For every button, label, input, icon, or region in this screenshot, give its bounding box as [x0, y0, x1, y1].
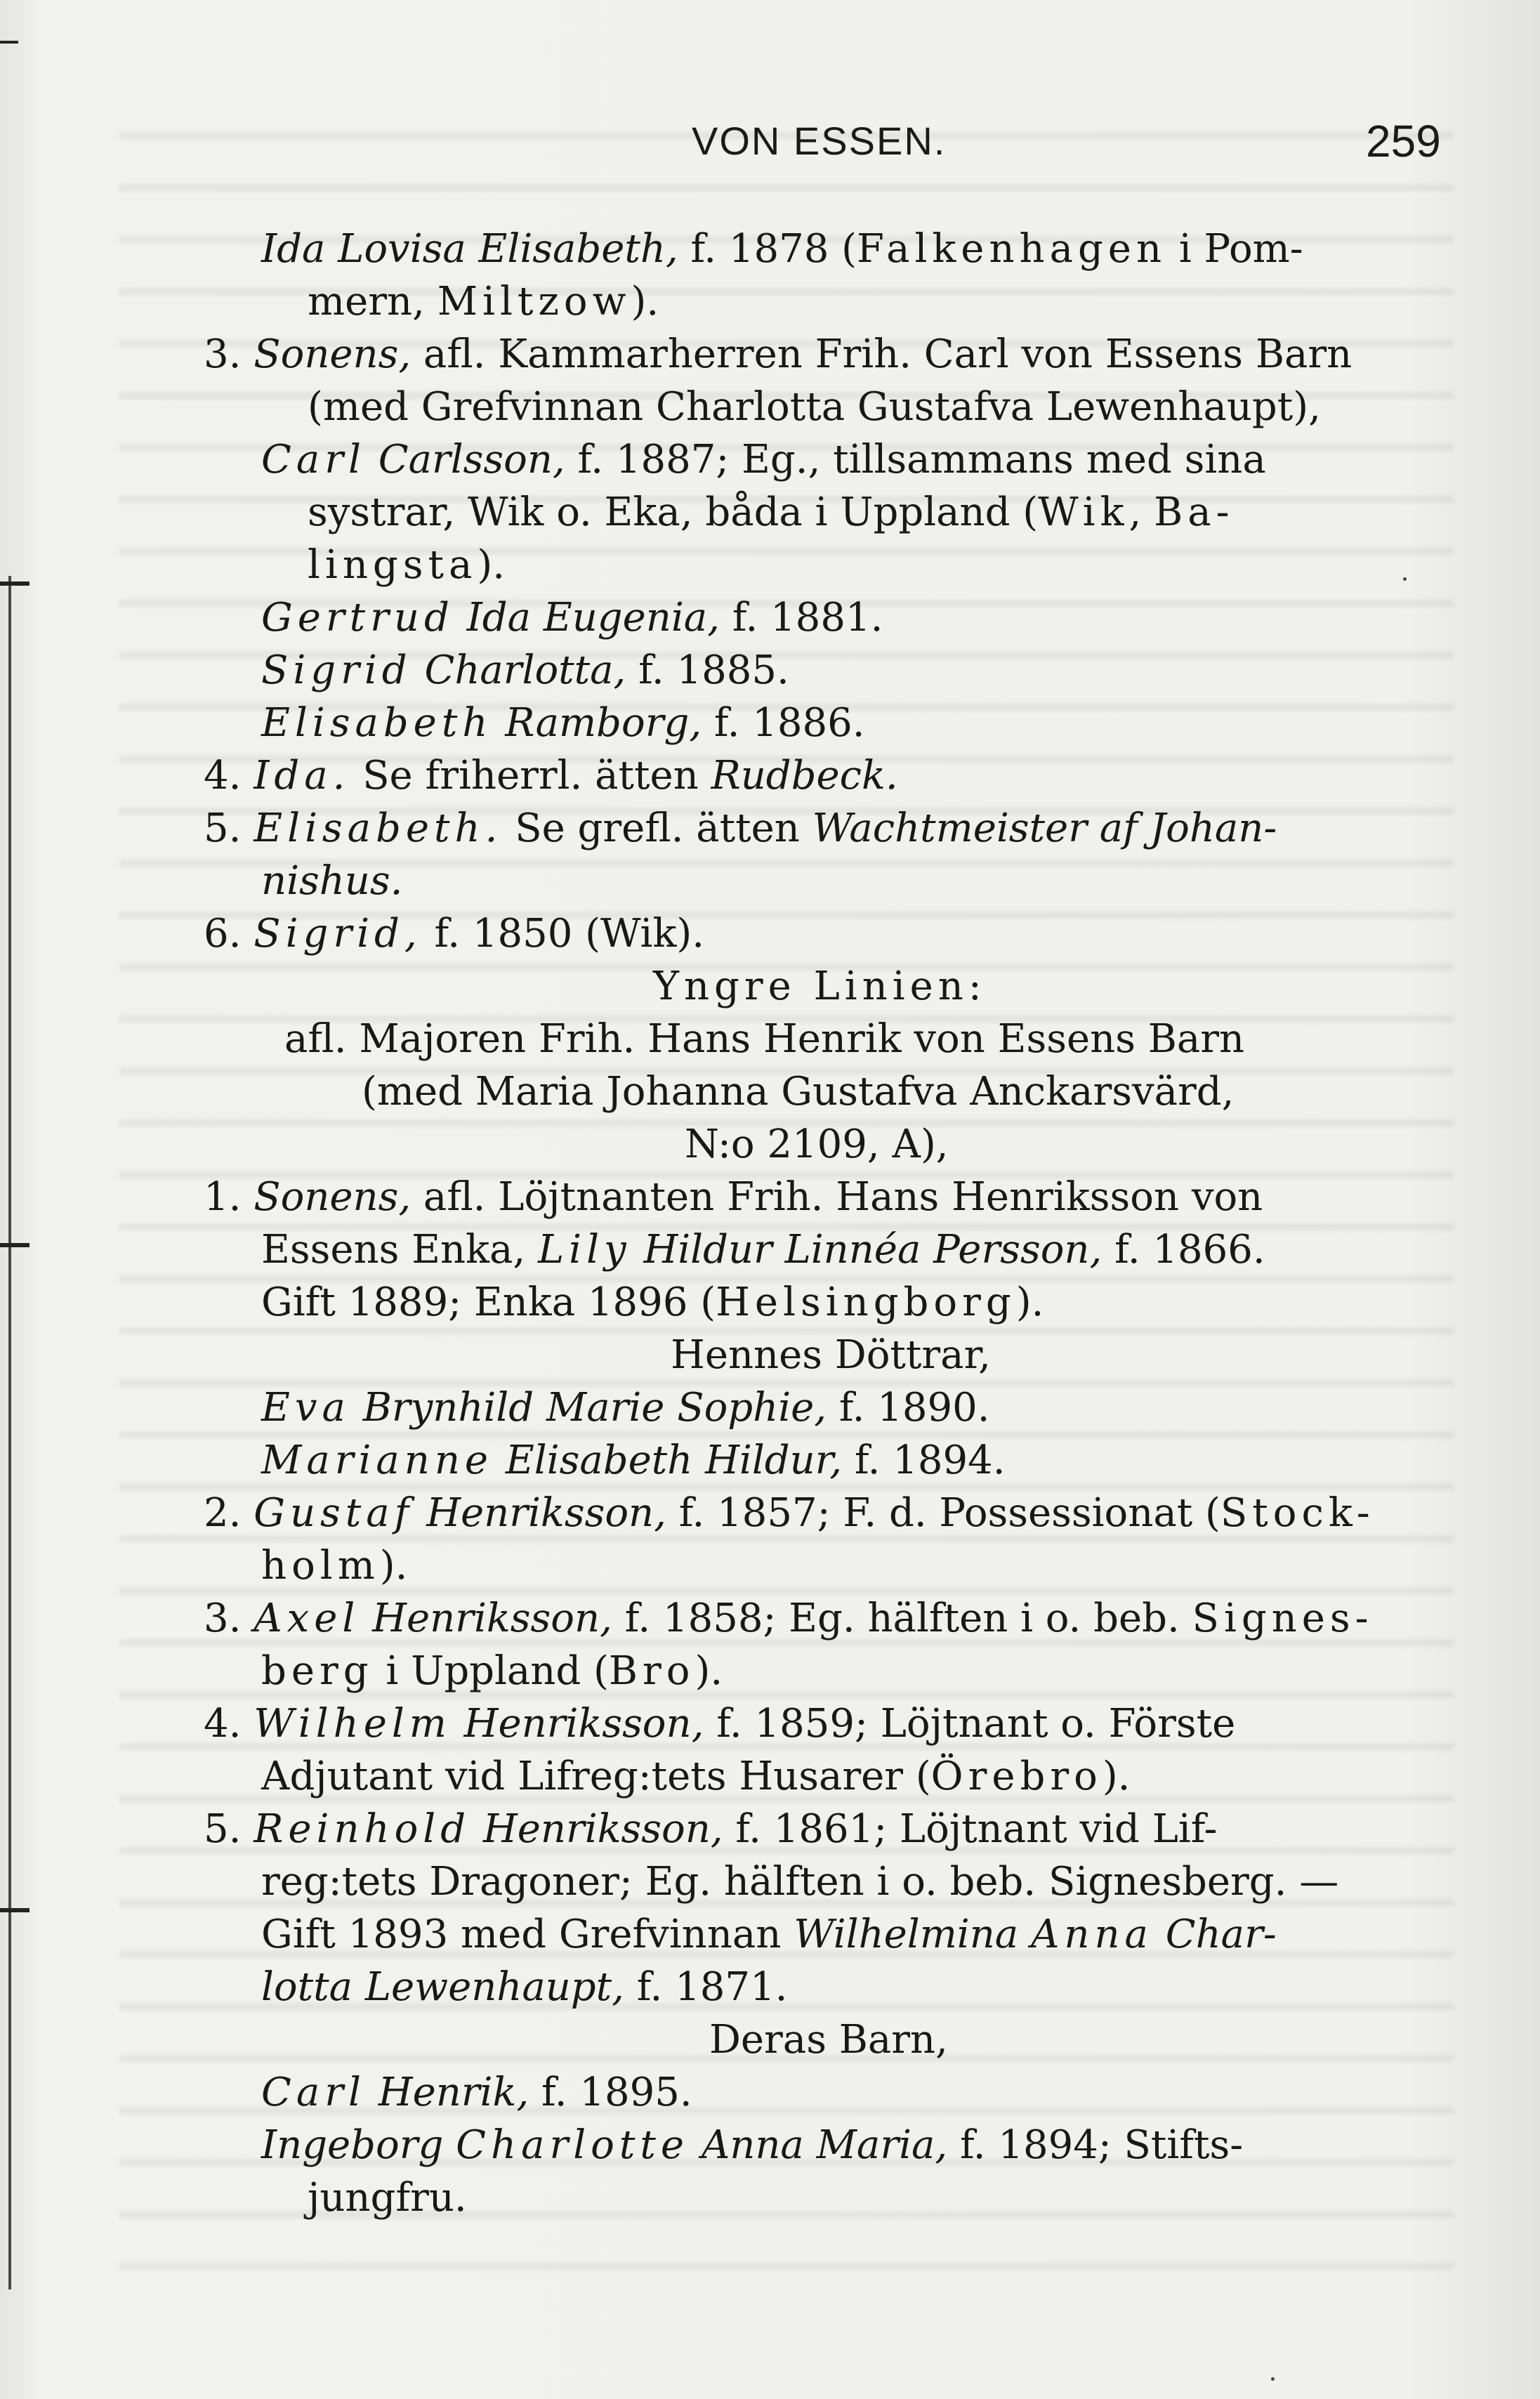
text-run: ).	[477, 542, 506, 588]
text-run: Ida.	[254, 753, 350, 798]
text-run: Anna	[1030, 1912, 1153, 1957]
text-run: Lily	[537, 1227, 631, 1273]
text-run: Elisabeth.	[254, 806, 503, 851]
text-run	[414, 1490, 426, 1536]
text-line	[709, 2017, 948, 2063]
text-line	[204, 1490, 1375, 1537]
text-run: (med Maria Johanna Gustafva Anckarsvärd,	[362, 1069, 1235, 1115]
text-run: Ba-	[1154, 489, 1235, 535]
text-run: 4.	[204, 1701, 254, 1747]
text-run: Char-	[1165, 1912, 1277, 1957]
text-run: i Uppland (	[373, 1648, 609, 1694]
text-run: berg	[261, 1648, 374, 1694]
text-run: ).	[1102, 1754, 1131, 1799]
text-line	[308, 384, 1321, 430]
section-heading	[653, 964, 987, 1010]
text-line	[261, 700, 865, 747]
text-line	[261, 226, 1303, 272]
text-run: f. 1881.	[719, 595, 883, 640]
text-run	[689, 2122, 702, 2168]
text-run: f. 1861; Löjtnant vid Lif-	[723, 1806, 1218, 1852]
text-run: f. 1871.	[624, 1964, 788, 2010]
text-run: Se grefl. ätten	[502, 806, 812, 851]
text-run: ).	[695, 1648, 723, 1694]
text-run: 5.	[204, 1806, 254, 1852]
text-run: mern,	[308, 279, 437, 324]
text-run: Gustaf	[254, 1490, 414, 1536]
text-run: Sonens,	[254, 1174, 412, 1220]
text-run: Wachtmeister af Johan-	[812, 806, 1277, 851]
text-run: f. 1858; Eg. hälften i o. beb.	[612, 1596, 1192, 1641]
text-run: Örebro	[930, 1754, 1103, 1799]
text-run	[443, 2122, 456, 2168]
text-line	[671, 1332, 991, 1379]
text-run: nishus.	[261, 858, 403, 904]
text-line	[261, 1912, 1277, 1958]
text-run	[412, 648, 425, 693]
text-run: Se friherrl. ätten	[350, 753, 711, 798]
text-run: Sigrid,	[254, 911, 422, 957]
dust-speck	[1403, 577, 1407, 581]
text-run: Wilhelmina	[794, 1912, 1019, 1957]
text-run: f. 1894.	[842, 1438, 1006, 1483]
text-line	[308, 279, 659, 325]
text-line	[261, 595, 883, 641]
text-run: Miltzow	[437, 279, 631, 324]
text-line	[261, 648, 789, 694]
text-run: 1.	[204, 1174, 254, 1220]
text-line	[261, 1754, 1130, 1800]
text-run: ).	[1015, 1280, 1044, 1325]
text-run	[350, 1385, 363, 1431]
text-line	[204, 753, 898, 799]
text-line	[308, 2175, 467, 2221]
text-run	[493, 1438, 506, 1483]
text-run: 3.	[204, 331, 254, 377]
text-run: Reinhold	[254, 1806, 471, 1852]
text-line	[261, 437, 1266, 483]
text-run: Stock-	[1220, 1490, 1375, 1536]
text-run	[366, 2070, 379, 2115]
text-run: Bro	[608, 1648, 695, 1694]
text-run: lingsta	[308, 542, 478, 588]
text-run: (med Grefvinnan Charlotta Gustafva Lewenhaupt),	[308, 384, 1321, 430]
text-run: Wilhelm	[254, 1701, 452, 1747]
text-run: Yngre Linien:	[653, 964, 987, 1009]
text-line	[204, 806, 1277, 852]
text-run: i Pom-	[1166, 226, 1303, 272]
text-run: Sonens,	[254, 331, 412, 377]
text-line	[261, 2070, 692, 2116]
margin-tick	[0, 1243, 29, 1247]
text-run: Rudbeck.	[711, 753, 898, 798]
text-run: reg:tets Dragoner; Eg. hälften i o. beb. Signesberg. —	[261, 1859, 1339, 1905]
text-run: Henriksson,	[463, 1701, 704, 1747]
text-line	[261, 1543, 407, 1589]
text-run: Helsingborg	[716, 1280, 1016, 1325]
text-line	[284, 1016, 1244, 1063]
text-run: f. 1887; Eg., tillsammans med sina	[565, 437, 1266, 482]
text-run: afl. Kammarherren Frih. Carl von Essens Barn	[411, 331, 1353, 377]
text-run: f. 1894; Stifts-	[947, 2122, 1244, 2168]
text-run: f. 1895.	[529, 2070, 692, 2115]
text-run: systrar, Wik o. Eka, båda i Uppland (	[308, 489, 1039, 535]
text-run: Falkenhagen	[857, 226, 1167, 272]
text-run: Anna Maria,	[701, 2122, 948, 2168]
text-run: afl. Löjtnanten Frih. Hans Henriksson von	[411, 1174, 1263, 1220]
text-run: Adjutant vid Lifreg:tets Husarer (	[261, 1754, 931, 1799]
text-run: f. 1850 (Wik).	[421, 911, 705, 957]
text-run	[366, 437, 379, 482]
text-line	[261, 1438, 1006, 1484]
text-run: Sigrid	[261, 648, 412, 693]
text-run: Essens Enka,	[261, 1227, 538, 1273]
text-run: Charlotta,	[424, 648, 626, 693]
text-run: Ingeborg	[261, 2122, 444, 2168]
text-run: Henriksson,	[482, 1806, 723, 1852]
text-line	[204, 911, 704, 957]
text-run	[1018, 1912, 1031, 1957]
text-run: ).	[631, 279, 659, 324]
text-run	[360, 1596, 372, 1641]
text-run: f. 1866.	[1102, 1227, 1265, 1273]
text-run: f. 1890.	[827, 1385, 990, 1431]
text-line	[261, 1385, 990, 1431]
text-run	[631, 1227, 644, 1273]
text-run: Carl	[261, 2070, 366, 2115]
text-run	[454, 595, 467, 640]
text-run	[492, 700, 505, 746]
text-line	[685, 1122, 949, 1168]
margin-mark	[0, 41, 18, 44]
text-line	[204, 1174, 1263, 1221]
text-run: Carl	[261, 437, 366, 482]
text-line	[261, 858, 402, 905]
text-run: f. 1878 (	[678, 226, 857, 272]
text-run: Hennes Döttrar,	[671, 1332, 991, 1378]
text-run: 2.	[204, 1490, 254, 1536]
running-head	[0, 118, 1540, 174]
text-line	[204, 1701, 1235, 1747]
text-run: Carlsson,	[378, 437, 565, 482]
text-run: Gift 1893 med Grefvinnan	[261, 1912, 794, 1957]
text-run: f. 1885.	[626, 648, 789, 693]
dust-speck	[1271, 2377, 1275, 2381]
text-run: Signes-	[1192, 1596, 1374, 1641]
text-run: Henriksson,	[372, 1596, 612, 1641]
text-run: Gertrud	[261, 595, 454, 640]
text-run: Ida Lovisa Elisabeth,	[261, 226, 678, 272]
text-line	[204, 331, 1352, 378]
binding-edge-line	[8, 576, 11, 2289]
text-run: Eva	[261, 1385, 350, 1431]
text-line	[261, 1859, 1338, 1905]
text-run: Elisabeth	[261, 700, 493, 746]
text-run	[452, 1701, 464, 1747]
running-head-title: VON ESSEN.	[692, 119, 947, 163]
text-line	[261, 1648, 723, 1695]
text-run: jungfru.	[308, 2175, 467, 2221]
text-run: Ramborg,	[505, 700, 702, 746]
text-run: Gift 1889; Enka 1896 (	[261, 1280, 716, 1325]
text-run: 5.	[204, 806, 254, 851]
text-run: Brynhild Marie Sophie,	[362, 1385, 827, 1431]
text-run: Hildur Linnéa Persson,	[643, 1227, 1103, 1273]
text-run: Elisabeth Hildur,	[505, 1438, 843, 1483]
text-run: Wik	[1038, 489, 1129, 535]
text-run: afl. Majoren Frih. Hans Henrik von Essens Barn	[284, 1016, 1245, 1062]
text-run: f. 1859; Löjtnant o. Förste	[704, 1701, 1236, 1747]
margin-tick	[0, 1908, 29, 1912]
margin-tick	[0, 581, 29, 586]
text-run	[1153, 1912, 1166, 1957]
text-line	[204, 1806, 1217, 1853]
text-line	[261, 1227, 1265, 1273]
text-run: f. 1886.	[702, 700, 865, 746]
text-line	[362, 1069, 1234, 1115]
text-line	[308, 489, 1235, 536]
text-run: Henriksson,	[426, 1490, 666, 1536]
text-line	[261, 1280, 1044, 1326]
text-line	[204, 1596, 1374, 1642]
text-run: Axel	[254, 1596, 360, 1641]
text-run: Marianne	[261, 1438, 494, 1483]
text-run: 6.	[204, 911, 254, 957]
text-line	[308, 542, 505, 589]
text-line	[261, 2122, 1243, 2169]
text-run: 4.	[204, 753, 254, 798]
text-run: Charlotte	[456, 2122, 690, 2168]
text-run: ).	[379, 1543, 408, 1589]
text-run: N:o 2109, A),	[685, 1122, 949, 1167]
text-line	[261, 1964, 787, 2011]
text-run	[470, 1806, 483, 1852]
page-number: 259	[1366, 116, 1441, 166]
text-run: f. 1857; F. d. Possessionat (	[666, 1490, 1220, 1536]
text-run: ,	[1128, 489, 1154, 535]
text-run: 3.	[204, 1596, 254, 1641]
text-run: lotta Lewenhaupt,	[261, 1964, 624, 2010]
text-run: holm	[261, 1543, 380, 1589]
text-run: Ida Eugenia,	[466, 595, 720, 640]
text-run: Henrik,	[378, 2070, 529, 2115]
text-run: Deras Barn,	[709, 2017, 948, 2063]
